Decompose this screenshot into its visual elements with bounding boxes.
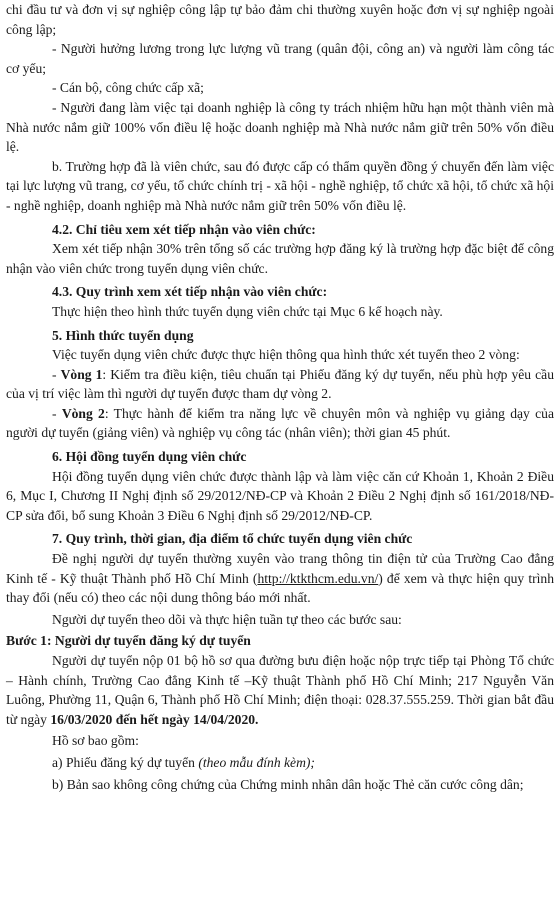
heading-5: 5. Hình thức tuyển dụng bbox=[52, 327, 194, 343]
paragraph-quota: Xem xét tiếp nhận 30% trên tổng số các trường hợp đăng ký là trường hợp đặc biệt để công nhận vào viên chức trong tuyển dụng viên chức. bbox=[6, 241, 554, 276]
heading-4-2: 4.2. Chỉ tiêu xem xét tiếp nhận vào viên chức: bbox=[52, 221, 316, 237]
submission-dates: 16/03/2020 đến hết ngày 14/04/2020. bbox=[50, 711, 259, 727]
round-1-text: : Kiểm tra điều kiện, tiêu chuẩn tại Phiếu đăng ký dự tuyển, nếu phù hợp yêu cầu của vị trí việc làm thì người dự tuyển được tham dự vòng 2. bbox=[6, 366, 555, 402]
paragraph-item-a bbox=[6, 753, 554, 773]
item-a-note: (theo mẫu đính kèm); bbox=[198, 754, 315, 770]
item-a-text: a) Phiếu đăng ký dự tuyển bbox=[52, 754, 199, 770]
heading-7: 7. Quy trình, thời gian, địa điểm tổ chức tuyển dụng viên chức bbox=[52, 531, 413, 547]
school-website-link[interactable]: http://ktkthcm.edu.vn/ bbox=[257, 570, 379, 586]
heading-4-3: 4.3. Quy trình xem xét tiếp nhận vào viên chức: bbox=[52, 284, 328, 300]
paragraph-armed-forces: - Người hưởng lương trong lực lượng vũ trang (quân đội, công an) và người làm công tác cơ yếu; bbox=[6, 41, 554, 76]
round-2-prefix: - bbox=[52, 405, 62, 421]
paragraph-case-b: b. Trường hợp đã là viên chức, sau đó được cấp có thẩm quyền đồng ý chuyển đến làm việc tại lực lượng vũ trang, cơ yếu, tổ chức chính trị - xã hội - nghề nghiệp, tổ chức xã hội, tổ chức xã hội - nghề nghiệp, doanh nghiệp mà Nhà nước nắm giữ trên 50% vốn điều lệ. bbox=[6, 158, 554, 213]
website-notice-text-b: ) để xem và thực hiện quy trình thay đổi (nếu có) theo các nội dung thông báo mới nhất. bbox=[6, 570, 554, 606]
submission-text: Người dự tuyển nộp 01 bộ hồ sơ qua đường bưu điện hoặc nộp trực tiếp tại Phòng Tổ chức – Hành chính, Trường Cao đẳng Kinh tế –Kỹ thuật Thành phố Hồ Chí Minh; 217 Nguyễn Văn Luông, Phường 11, Quận 6, Thành phố Hồ Chí Minh; điện thoại: 028.37.555.259. Thời gian bắt đầu từ ngày bbox=[6, 653, 554, 727]
paragraph-state-enterprise: - Người đang làm việc tại doanh nghiệp là công ty trách nhiệm hữu hạn một thành viên mà Nhà nước nắm giữ 100% vốn điều lệ hoặc doanh nghiệp mà Nhà nước nắm giữ trên 50% vốn điều lệ. bbox=[6, 99, 554, 155]
paragraph-item-b: b) Bản sao không công chứng của Chứng minh nhân dân hoặc Thẻ căn cước công dân; bbox=[52, 776, 524, 792]
round-1-label: Vòng 1 bbox=[60, 366, 103, 382]
paragraph-website-notice bbox=[6, 549, 554, 608]
paragraph-recruitment-form: Việc tuyển dụng viên chức được thực hiện thông qua hình thức xét tuyển theo 2 vòng: bbox=[52, 347, 520, 363]
paragraph-submission bbox=[6, 651, 554, 729]
round-2-text: : Thực hành để kiểm tra năng lực về chuyên môn và nghiệp vụ giảng dạy của người dự tuyển (giảng viên) và nghiệp vụ công tác (nhân viên); thời gian 45 phút. bbox=[6, 405, 554, 441]
heading-step-1: Bước 1: Người dự tuyển đăng ký dự tuyển bbox=[6, 633, 251, 649]
paragraph-dossier-intro: Hồ sơ bao gồm: bbox=[52, 733, 139, 749]
paragraph-round-1 bbox=[6, 365, 554, 404]
website-notice-text-a: Đề nghị người dự tuyển thường xuyên vào trang thông tin điện tử của Trường Cao đẳng Kinh tế - Kỹ thuật Thành phố Hồ Chí Minh ( bbox=[6, 551, 554, 586]
paragraph-steps-intro: Người dự tuyển theo dõi và thực hiện tuần tự theo các bước sau: bbox=[52, 611, 402, 627]
paragraph-commune-officials: - Cán bộ, công chức cấp xã; bbox=[52, 80, 204, 96]
round-2-label: Vòng 2 bbox=[61, 405, 105, 421]
heading-6: 6. Hội đồng tuyển dụng viên chức bbox=[52, 449, 247, 465]
paragraph-round-2 bbox=[6, 404, 554, 443]
round-1-prefix: - bbox=[52, 366, 61, 382]
paragraph-eligible-units: chi đầu tư và đơn vị sự nghiệp công lập tự bảo đảm chi thường xuyên hoặc đơn vị sự nghiệp ngoài công lập; bbox=[6, 2, 554, 37]
paragraph-council: Hội đồng tuyển dụng viên chức được thành lập và làm việc căn cứ Khoản 1, Khoản 2 Điều 6, Mục I, Chương II Nghị định số 29/2012/NĐ-CP và Khoản 2 Điều 2 Nghị định số 161/2018/NĐ-CP sửa đổi, bổ sung Khoản 3 Điều 6 Nghị định số 29/2012/NĐ-CP. bbox=[6, 468, 554, 523]
paragraph-procedure-ref: Thực hiện theo hình thức tuyển dụng viên chức tại Mục 6 kế hoạch này. bbox=[52, 303, 443, 319]
